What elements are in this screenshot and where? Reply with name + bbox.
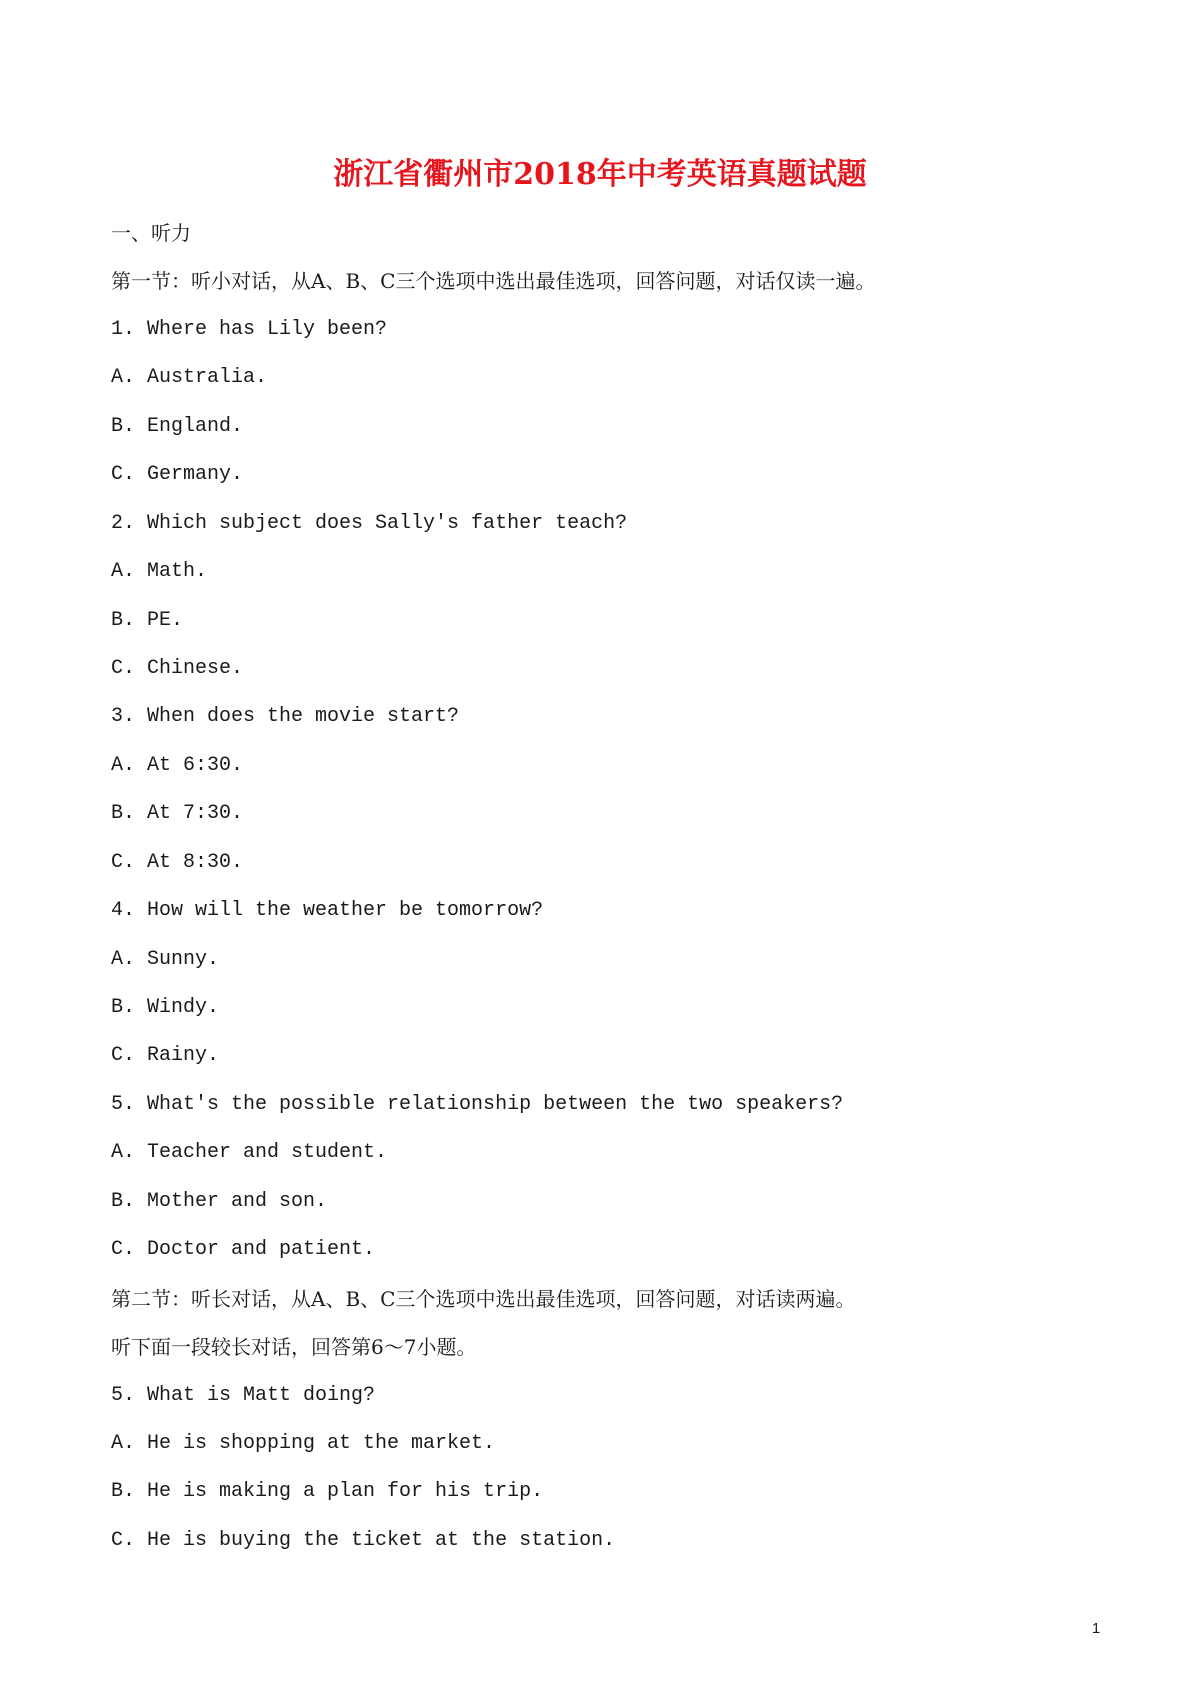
part2-subinstruction: 听下面一段较长对话，回答第6～7小题。 (111, 1335, 477, 1360)
option-b: B. Mother and son. (111, 1189, 328, 1213)
option-c: C. At 8:30. (111, 850, 244, 874)
option-b: B. At 7:30. (111, 802, 244, 826)
option-c: C. Chinese. (111, 656, 244, 680)
option-c: C. Germany. (111, 463, 244, 487)
question-list (111, 218, 1111, 1574)
option-a: A. Australia. (111, 366, 268, 390)
option-b: B. Windy. (111, 996, 220, 1019)
question-text: 2. Which subject does Sally's father teach? (111, 511, 628, 535)
page-number: 1 (1091, 1620, 1101, 1637)
question-text: 1. Where has Lily been? (111, 317, 388, 341)
option-a: A. He is shopping at the market. (111, 1431, 496, 1455)
option-b: B. PE. (111, 608, 184, 632)
question-text: 5. What is Matt doing? (111, 1383, 376, 1407)
part2-instruction: 第二节：听长对话，从A、B、C三个选项中选出最佳选项，回答问题，对话读两遍。 (111, 1286, 856, 1311)
option-a: A. Math. (111, 560, 208, 584)
option-b: B. He is making a plan for his trip. (111, 1480, 544, 1504)
part1-instruction: 第一节：听小对话，从A、B、C三个选项中选出最佳选项，回答问题，对话仅读一遍。 (111, 269, 876, 294)
section-heading: 一、听力 (111, 221, 191, 245)
option-a: A. Sunny. (111, 947, 220, 971)
question-text: 4. How will the weather be tomorrow? (111, 899, 544, 923)
option-c: C. Doctor and patient. (111, 1238, 376, 1262)
option-c: C. Rainy. (111, 1044, 220, 1068)
question-text: 5. What's the possible relationship between the two speakers? (111, 1092, 844, 1116)
option-c: C. He is buying the ticket at the station. (111, 1528, 616, 1552)
page-title: 浙江省衢州市2018年中考英语真题试题 (333, 157, 867, 192)
option-a: A. Teacher and student. (111, 1141, 388, 1165)
option-b: B. England. (111, 414, 244, 438)
option-a: A. At 6:30. (111, 753, 244, 777)
question-text: 3. When does the movie start? (111, 705, 460, 729)
